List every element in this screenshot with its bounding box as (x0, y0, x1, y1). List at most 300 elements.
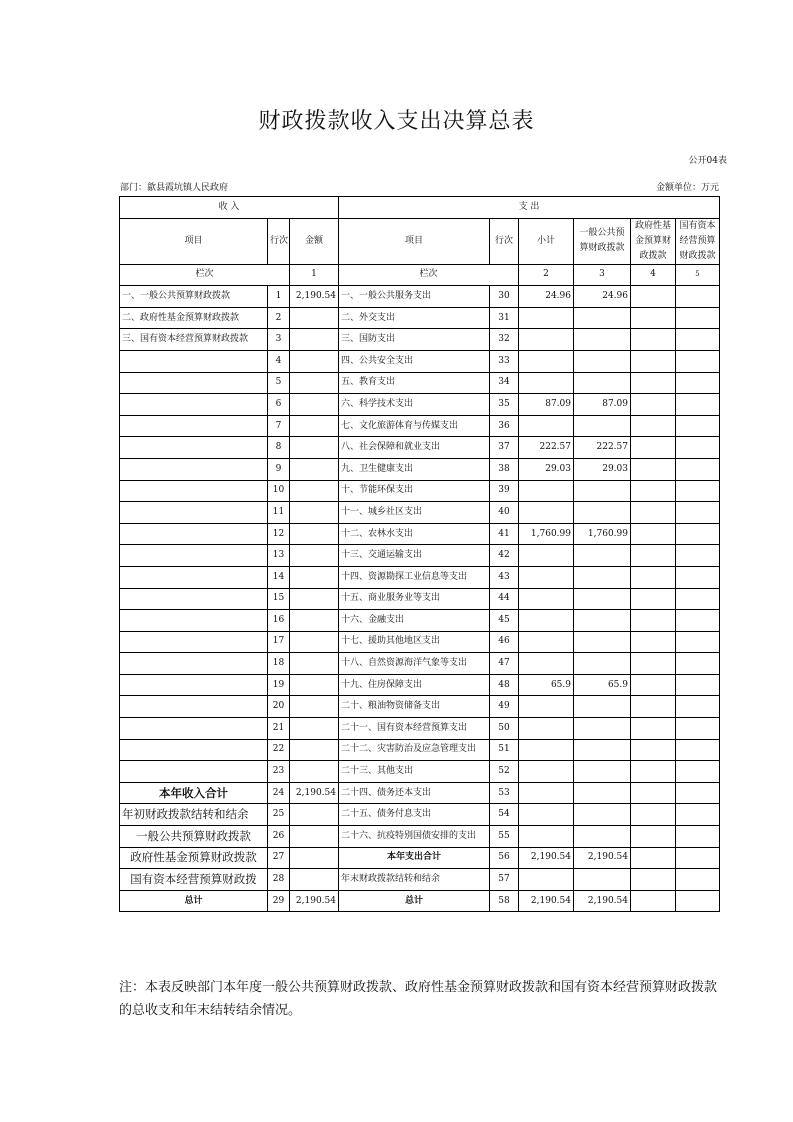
income-amount-cell (290, 458, 339, 480)
state-capital-cell (676, 718, 720, 740)
subtotal-cell (519, 610, 574, 632)
general-budget-cell (574, 869, 631, 891)
fund-budget-cell (631, 545, 676, 567)
table-row (120, 890, 720, 912)
fund-budget-cell (631, 566, 676, 588)
fund-budget-cell (631, 588, 676, 610)
state-capital-cell (676, 696, 720, 718)
income-line-cell: 29 (268, 890, 290, 912)
general-budget-cell (574, 718, 631, 740)
income-item-cell (120, 415, 268, 437)
state-capital-cell (676, 394, 720, 416)
general-budget-cell: 65.9 (574, 674, 631, 696)
subtotal-cell (519, 329, 574, 351)
table-row (120, 458, 720, 480)
income-header: 收 入 (120, 197, 339, 219)
fund-budget-cell (631, 696, 676, 718)
general-budget-cell (574, 610, 631, 632)
income-line-cell: 26 (268, 826, 290, 848)
fund-budget-cell (631, 739, 676, 761)
income-line-cell: 18 (268, 653, 290, 675)
state-capital-cell (676, 566, 720, 588)
expense-line-cell: 42 (490, 545, 519, 567)
income-item-cell: 一般公共预算财政拨款 (120, 826, 268, 848)
income-amount-cell (290, 307, 339, 329)
state-capital-cell (676, 847, 720, 869)
subtotal-cell: 1,760.99 (519, 523, 574, 545)
income-item-cell (120, 523, 268, 545)
table-row (120, 437, 720, 459)
table-row (120, 869, 720, 891)
col-4: 4 (631, 264, 676, 286)
col-1: 1 (290, 264, 339, 286)
table-row (120, 610, 720, 632)
expense-item-cell: 八、社会保障和就业支出 (339, 437, 490, 459)
page-title: 财政拨款收入支出决算总表 (258, 109, 535, 134)
subtotal-cell (519, 761, 574, 783)
income-amount-cell (290, 761, 339, 783)
expense-item-cell: 二十五、债务付息支出 (339, 804, 490, 826)
income-item-cell (120, 502, 268, 524)
expense-item-cell: 七、文化旅游体育与传媒支出 (339, 415, 490, 437)
general-budget-cell: 2,190.54 (574, 847, 631, 869)
expense-line-cell: 39 (490, 480, 519, 502)
fund-budget-cell (631, 437, 676, 459)
general-budget-cell (574, 480, 631, 502)
fund-budget-cell (631, 847, 676, 869)
table-row (120, 523, 720, 545)
table-row (120, 804, 720, 826)
fund-budget-cell (631, 394, 676, 416)
expense-header: 支 出 (339, 197, 720, 219)
expense-line-cell: 46 (490, 631, 519, 653)
income-amount-cell (290, 718, 339, 740)
table-row (120, 415, 720, 437)
expense-line-cell: 51 (490, 739, 519, 761)
income-item-cell (120, 696, 268, 718)
expense-line-cell: 53 (490, 782, 519, 804)
income-item-cell: 本年收入合计 (120, 782, 268, 804)
income-line-cell: 19 (268, 674, 290, 696)
general-budget-cell: 87.09 (574, 394, 631, 416)
table-row (120, 566, 720, 588)
income-line-cell: 25 (268, 804, 290, 826)
expense-item-cell: 二十一、国有资本经营预算支出 (339, 718, 490, 740)
income-item-cell (120, 610, 268, 632)
income-line-cell: 21 (268, 718, 290, 740)
subtotal-cell: 65.9 (519, 674, 574, 696)
state-capital-cell (676, 480, 720, 502)
state-capital-cell (676, 890, 720, 912)
income-item-cell (120, 480, 268, 502)
fund-budget-header: 政府性基金预算财政拨款 (631, 218, 676, 264)
income-line-cell: 20 (268, 696, 290, 718)
income-line-cell: 12 (268, 523, 290, 545)
income-item-cell (120, 372, 268, 394)
general-budget-cell (574, 372, 631, 394)
subtotal-cell (519, 545, 574, 567)
general-budget-cell (574, 545, 631, 567)
income-item-cell: 国有资本经营预算财政拨 (120, 869, 268, 891)
table-row (120, 739, 720, 761)
general-budget-cell: 24.96 (574, 286, 631, 308)
fund-budget-cell (631, 372, 676, 394)
expense-line-cell: 47 (490, 653, 519, 675)
income-amount-cell (290, 826, 339, 848)
expense-line-cell: 44 (490, 588, 519, 610)
col-3: 3 (574, 264, 631, 286)
expense-item-cell: 二十四、债务还本支出 (339, 782, 490, 804)
income-amount-cell (290, 415, 339, 437)
state-capital-cell (676, 329, 720, 351)
subtotal-cell (519, 718, 574, 740)
fund-budget-cell (631, 286, 676, 308)
expense-line-cell: 37 (490, 437, 519, 459)
expense-item-cell: 三、国防支出 (339, 329, 490, 351)
income-line-cell: 24 (268, 782, 290, 804)
expense-line-cell: 49 (490, 696, 519, 718)
state-capital-cell (676, 437, 720, 459)
general-budget-cell (574, 502, 631, 524)
expense-line-cell: 32 (490, 329, 519, 351)
income-amount-cell (290, 437, 339, 459)
table-row (120, 761, 720, 783)
expense-item-cell: 十五、商业服务业等支出 (339, 588, 490, 610)
subtotal-cell (519, 869, 574, 891)
table-row (120, 394, 720, 416)
table-row (120, 502, 720, 524)
table-row (120, 696, 720, 718)
income-line-cell: 8 (268, 437, 290, 459)
expense-item-cell: 十八、自然资源海洋气象等支出 (339, 653, 490, 675)
state-capital-cell (676, 502, 720, 524)
expense-item-cell: 十七、援助其他地区支出 (339, 631, 490, 653)
expense-line-cell: 31 (490, 307, 519, 329)
expense-line-cell: 48 (490, 674, 519, 696)
expense-line-cell: 36 (490, 415, 519, 437)
expense-line-cell: 35 (490, 394, 519, 416)
expense-line-cell: 50 (490, 718, 519, 740)
state-capital-cell (676, 739, 720, 761)
expense-line-cell: 33 (490, 350, 519, 372)
table-row (120, 631, 720, 653)
table-row (120, 372, 720, 394)
income-amount-cell (290, 869, 339, 891)
income-line-cell: 9 (268, 458, 290, 480)
income-item-cell (120, 566, 268, 588)
general-budget-header: 一般公共预算财政拨款 (574, 218, 631, 264)
income-item-cell (120, 350, 268, 372)
income-amount-cell: 2,190.54 (290, 890, 339, 912)
subtotal-cell: 87.09 (519, 394, 574, 416)
income-item-cell (120, 739, 268, 761)
subtotal-cell: 24.96 (519, 286, 574, 308)
header-row-2 (120, 218, 720, 264)
fund-budget-cell (631, 523, 676, 545)
table-row (120, 826, 720, 848)
fund-budget-cell (631, 826, 676, 848)
income-item-cell: 三、国有资本经营预算财政拨款 (120, 329, 268, 351)
income-item-cell (120, 718, 268, 740)
state-capital-cell (676, 869, 720, 891)
table-row (120, 286, 720, 308)
table-body (120, 286, 720, 912)
expense-line-cell: 43 (490, 566, 519, 588)
general-budget-cell (574, 696, 631, 718)
expense-item-cell: 二、外交支出 (339, 307, 490, 329)
subtotal-cell (519, 826, 574, 848)
expense-line-cell: 38 (490, 458, 519, 480)
expense-item-cell: 五、教育支出 (339, 372, 490, 394)
table-row (120, 847, 720, 869)
income-amount-header: 金额 (290, 218, 339, 264)
fund-budget-cell (631, 890, 676, 912)
income-item-cell (120, 631, 268, 653)
general-budget-cell: 1,760.99 (574, 523, 631, 545)
expense-item-cell: 十、节能环保支出 (339, 480, 490, 502)
general-budget-cell (574, 739, 631, 761)
table-row (120, 782, 720, 804)
table-row (120, 545, 720, 567)
income-amount-cell (290, 804, 339, 826)
income-amount-cell (290, 394, 339, 416)
state-capital-cell (676, 826, 720, 848)
income-line-cell: 15 (268, 588, 290, 610)
income-item-cell (120, 437, 268, 459)
fund-budget-cell (631, 761, 676, 783)
expense-item-cell: 年末财政拨款结转和结余 (339, 869, 490, 891)
subtotal-cell: 2,190.54 (519, 890, 574, 912)
state-capital-cell (676, 610, 720, 632)
fund-budget-cell (631, 804, 676, 826)
income-item-header: 项目 (120, 218, 268, 264)
income-amount-cell (290, 631, 339, 653)
income-line-cell: 14 (268, 566, 290, 588)
subtotal-cell (519, 696, 574, 718)
income-amount-cell (290, 739, 339, 761)
general-budget-cell (574, 566, 631, 588)
income-line-cell: 2 (268, 307, 290, 329)
fund-budget-cell (631, 869, 676, 891)
subtotal-cell (519, 782, 574, 804)
income-amount-cell (290, 674, 339, 696)
expense-item-cell: 一、一般公共服务支出 (339, 286, 490, 308)
budget-table (119, 196, 720, 912)
expense-item-cell: 本年支出合计 (339, 847, 490, 869)
department-label: 部门：歙县霞坑镇人民政府 (120, 183, 229, 193)
income-line-cell: 23 (268, 761, 290, 783)
income-line-cell: 6 (268, 394, 290, 416)
general-budget-cell (574, 329, 631, 351)
subtotal-cell (519, 350, 574, 372)
table-row (120, 480, 720, 502)
subtotal-cell (519, 480, 574, 502)
income-amount-cell (290, 480, 339, 502)
fund-budget-cell (631, 350, 676, 372)
income-line-cell: 10 (268, 480, 290, 502)
state-capital-cell (676, 307, 720, 329)
income-line-header: 行次 (268, 218, 290, 264)
state-capital-header: 国有资本经营预算财政拨款 (676, 218, 720, 264)
income-amount-cell (290, 610, 339, 632)
expense-item-cell: 四、公共安全支出 (339, 350, 490, 372)
income-amount-cell (290, 566, 339, 588)
general-budget-cell (574, 415, 631, 437)
expense-item-cell: 十一、城乡社区支出 (339, 502, 490, 524)
income-amount-cell (290, 523, 339, 545)
general-budget-cell (574, 804, 631, 826)
income-amount-cell (290, 329, 339, 351)
fund-budget-cell (631, 415, 676, 437)
income-col-label: 栏次 (120, 264, 290, 286)
state-capital-cell (676, 523, 720, 545)
state-capital-cell (676, 761, 720, 783)
income-item-cell: 政府性基金预算财政拨款 (120, 847, 268, 869)
subtotal-cell (519, 502, 574, 524)
income-item-cell: 年初财政拨款结转和结余 (120, 804, 268, 826)
expense-line-cell: 30 (490, 286, 519, 308)
state-capital-cell (676, 782, 720, 804)
expense-item-header: 项目 (339, 218, 490, 264)
subtotal-cell: 29.03 (519, 458, 574, 480)
expense-line-cell: 58 (490, 890, 519, 912)
expense-item-cell: 十三、交通运输支出 (339, 545, 490, 567)
fund-budget-cell (631, 610, 676, 632)
income-line-cell: 28 (268, 869, 290, 891)
state-capital-cell (676, 653, 720, 675)
column-number-row (120, 264, 720, 286)
expense-line-cell: 45 (490, 610, 519, 632)
general-budget-cell: 2,190.54 (574, 890, 631, 912)
subtotal-header: 小计 (519, 218, 574, 264)
income-line-cell: 17 (268, 631, 290, 653)
expense-line-header: 行次 (490, 218, 519, 264)
income-item-cell (120, 545, 268, 567)
state-capital-cell (676, 372, 720, 394)
fund-budget-cell (631, 480, 676, 502)
header-row-1 (120, 197, 720, 219)
unit-label: 金额单位：万元 (655, 183, 719, 193)
income-item-cell (120, 394, 268, 416)
income-amount-cell (290, 372, 339, 394)
expense-line-cell: 54 (490, 804, 519, 826)
income-line-cell: 4 (268, 350, 290, 372)
col-2: 2 (519, 264, 574, 286)
fund-budget-cell (631, 329, 676, 351)
fund-budget-cell (631, 458, 676, 480)
general-budget-cell (574, 588, 631, 610)
expense-line-cell: 56 (490, 847, 519, 869)
state-capital-cell (676, 458, 720, 480)
expense-item-cell: 总计 (339, 890, 490, 912)
income-line-cell: 3 (268, 329, 290, 351)
state-capital-cell (676, 286, 720, 308)
state-capital-cell (676, 588, 720, 610)
income-item-cell (120, 653, 268, 675)
table-row (120, 674, 720, 696)
expense-line-cell: 34 (490, 372, 519, 394)
table-row (120, 329, 720, 351)
expense-item-cell: 二十、粮油物资储备支出 (339, 696, 490, 718)
expense-item-cell: 十六、金融支出 (339, 610, 490, 632)
subtotal-cell (519, 653, 574, 675)
subtotal-cell (519, 307, 574, 329)
expense-line-cell: 55 (490, 826, 519, 848)
general-budget-cell (574, 631, 631, 653)
income-line-cell: 7 (268, 415, 290, 437)
col-5: 5 (676, 264, 720, 286)
general-budget-cell (574, 350, 631, 372)
income-amount-cell (290, 653, 339, 675)
income-item-cell: 二、政府性基金预算财政拨款 (120, 307, 268, 329)
income-item-cell (120, 674, 268, 696)
fund-budget-cell (631, 674, 676, 696)
income-amount-cell (290, 502, 339, 524)
general-budget-cell (574, 653, 631, 675)
income-item-cell (120, 458, 268, 480)
expense-line-cell: 41 (490, 523, 519, 545)
subtotal-cell: 2,190.54 (519, 847, 574, 869)
expense-line-cell: 40 (490, 502, 519, 524)
subtotal-cell (519, 566, 574, 588)
income-item-cell: 一、一般公共预算财政拨款 (120, 286, 268, 308)
general-budget-cell (574, 761, 631, 783)
income-amount-cell (290, 588, 339, 610)
fund-budget-cell (631, 718, 676, 740)
income-amount-cell (290, 350, 339, 372)
subtotal-cell (519, 739, 574, 761)
table-row (120, 718, 720, 740)
table-row (120, 350, 720, 372)
expense-item-cell: 六、科学技术支出 (339, 394, 490, 416)
income-item-cell: 总计 (120, 890, 268, 912)
table-row (120, 588, 720, 610)
state-capital-cell (676, 674, 720, 696)
expense-col-label: 栏次 (339, 264, 519, 286)
subtotal-cell: 222.57 (519, 437, 574, 459)
expense-item-cell: 九、卫生健康支出 (339, 458, 490, 480)
general-budget-cell (574, 307, 631, 329)
subtotal-cell (519, 631, 574, 653)
income-amount-cell (290, 847, 339, 869)
state-capital-cell (676, 350, 720, 372)
fund-budget-cell (631, 631, 676, 653)
income-item-cell (120, 588, 268, 610)
general-budget-cell (574, 782, 631, 804)
expense-item-cell: 十四、资源勘探工业信息等支出 (339, 566, 490, 588)
income-line-cell: 13 (268, 545, 290, 567)
income-amount-cell: 2,190.54 (290, 286, 339, 308)
subtotal-cell (519, 415, 574, 437)
form-number: 公开04表 (688, 156, 727, 166)
expense-line-cell: 57 (490, 869, 519, 891)
expense-item-cell: 二十三、其他支出 (339, 761, 490, 783)
general-budget-cell: 29.03 (574, 458, 631, 480)
income-line-cell: 27 (268, 847, 290, 869)
income-amount-cell (290, 545, 339, 567)
income-item-cell (120, 761, 268, 783)
income-line-cell: 5 (268, 372, 290, 394)
footnote: 注：本表反映部门本年度一般公共预算财政拨款、政府性基金预算财政拨款和国有资本经营预算财政拨款的总收支和年末结转结余情况。 (119, 980, 718, 1018)
expense-line-cell: 52 (490, 761, 519, 783)
fund-budget-cell (631, 307, 676, 329)
state-capital-cell (676, 415, 720, 437)
income-line-cell: 1 (268, 286, 290, 308)
income-line-cell: 16 (268, 610, 290, 632)
general-budget-cell: 222.57 (574, 437, 631, 459)
subtotal-cell (519, 372, 574, 394)
subtotal-cell (519, 804, 574, 826)
